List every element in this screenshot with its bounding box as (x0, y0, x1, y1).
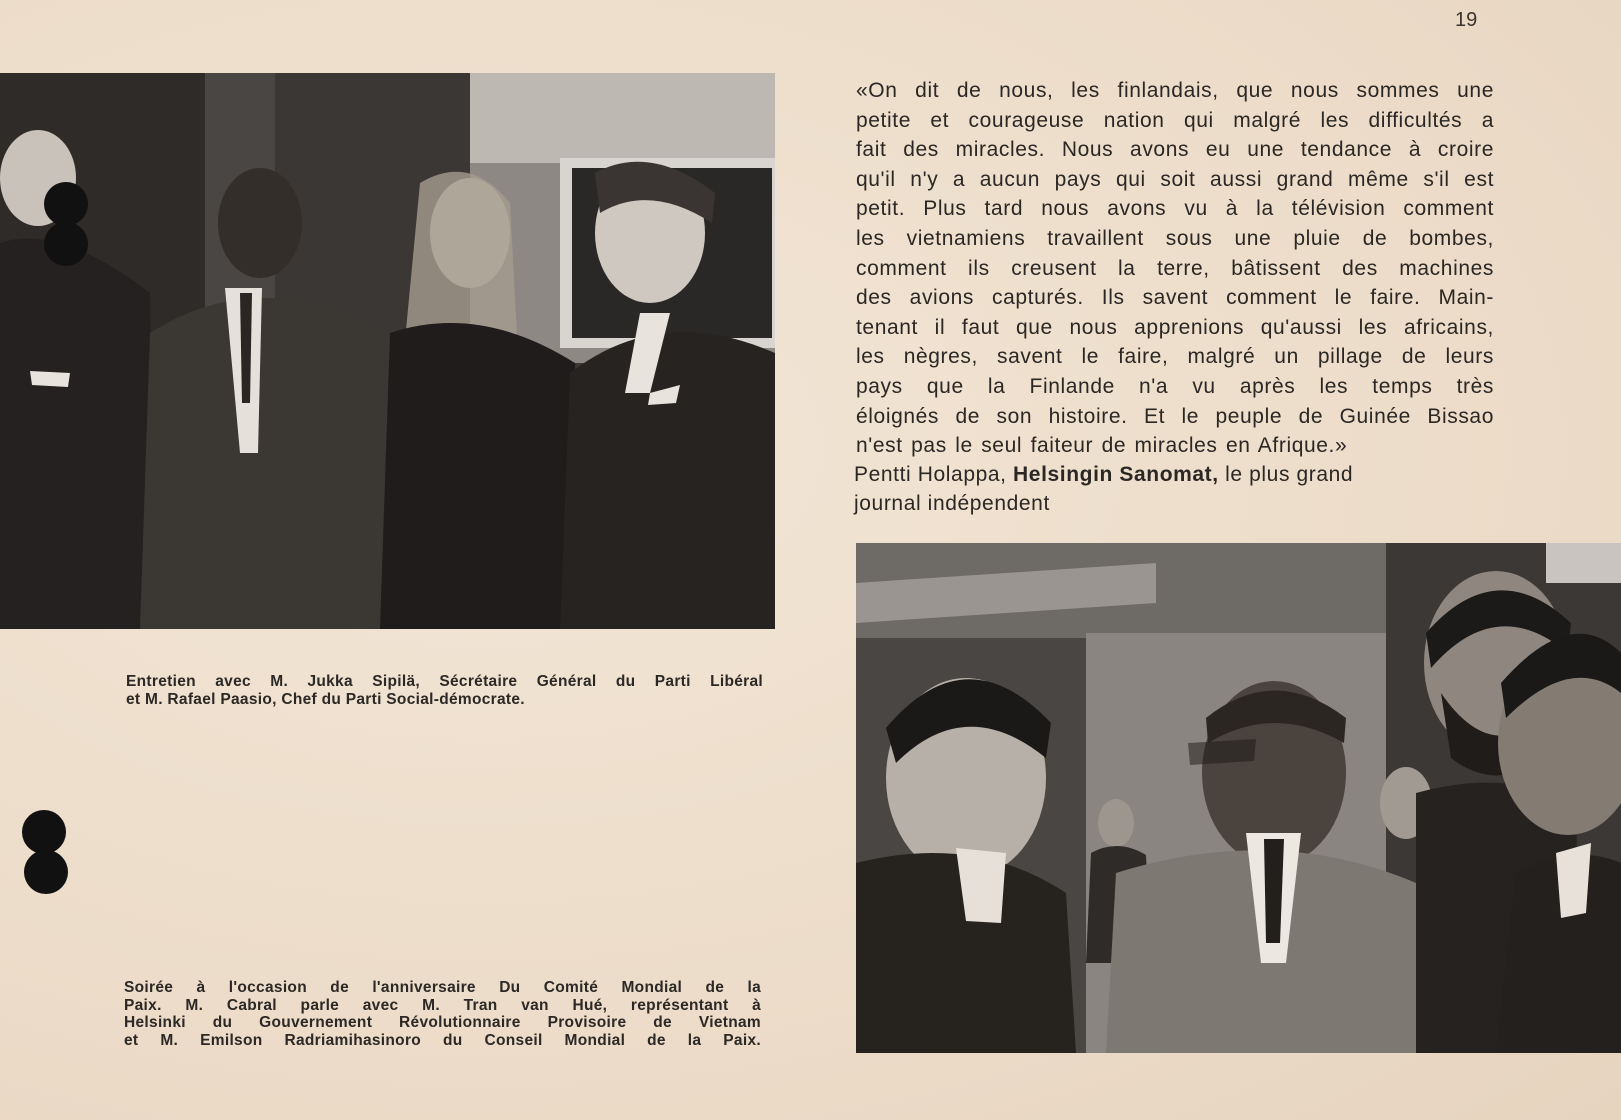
quote-line: petit. Plus tard nous avons vu à la télévision comment (856, 197, 1494, 221)
quote-line: tenant il faut que nous apprenions qu'aussi les africains, (856, 315, 1494, 339)
quote-line: pays que la Finlande n'a vu après les temps très (856, 374, 1494, 398)
punch-hole (44, 222, 88, 266)
quote-attribution (854, 460, 1414, 518)
punch-hole (22, 810, 66, 854)
quote-line: les nègres, savent le faire, malgré un pillage de leurs (856, 345, 1494, 369)
quote-line: qu'il n'y a aucun pays qui soit aussi grand même s'il est (856, 167, 1494, 191)
quote-line: n'est pas le seul faiteur de miracles en Afrique.» (856, 434, 1348, 458)
attribution-newspaper: Helsingin Sanomat, (1013, 463, 1219, 486)
quote-line: les vietnamiens travaillent sous une pluie de bombes, (856, 226, 1494, 250)
punch-hole (44, 182, 88, 226)
caption-photo-2 (124, 979, 761, 1049)
attribution-desc: le plus grand (1225, 463, 1354, 486)
quote-line: petite et courageuse nation qui malgré les difficultés a (856, 108, 1494, 132)
punch-hole (24, 850, 68, 894)
page-number: 19 (1455, 9, 1478, 31)
quote-line: fait des miracles. Nous avons eu une tendance à croire (856, 138, 1494, 162)
attribution-desc: journal indépendent (854, 492, 1050, 515)
quote-line: des avions capturés. Ils savent comment le faire. Main- (856, 286, 1494, 310)
caption-line: Helsinki du Gouvernement Révolutionnaire Provisoire de Vietnam (124, 1014, 761, 1031)
caption-line: Soirée à l'occasion de l'anniversaire Du Comité Mondial de la (124, 979, 761, 996)
caption-line: et M. Rafael Paasio, Chef du Parti Social-démocrate. (126, 690, 525, 708)
caption-photo-1 (126, 673, 763, 708)
caption-line: et M. Emilson Radriamihasinoro du Conseil Mondial de la Paix. (124, 1031, 761, 1049)
photo-reception-cabral (856, 543, 1621, 1053)
quote-line: «On dit de nous, les finlandais, que nous sommes une (856, 79, 1494, 102)
quote-line: comment ils creusent la terre, bâtissent des machines (856, 256, 1494, 280)
quote-paragraph (856, 76, 1494, 461)
caption-line: Entretien avec M. Jukka Sipilä, Sécrétaire Général du Parti Libéral (126, 673, 763, 690)
quote-line: éloignés de son histoire. Et le peuple de Guinée Bissao (856, 404, 1494, 428)
photo-meeting-liberal-party (0, 73, 775, 629)
attribution-author: Pentti Holappa, (854, 463, 1007, 486)
caption-line: Paix. M. Cabral parle avec M. Tran van Hué, représentant à (124, 996, 761, 1014)
